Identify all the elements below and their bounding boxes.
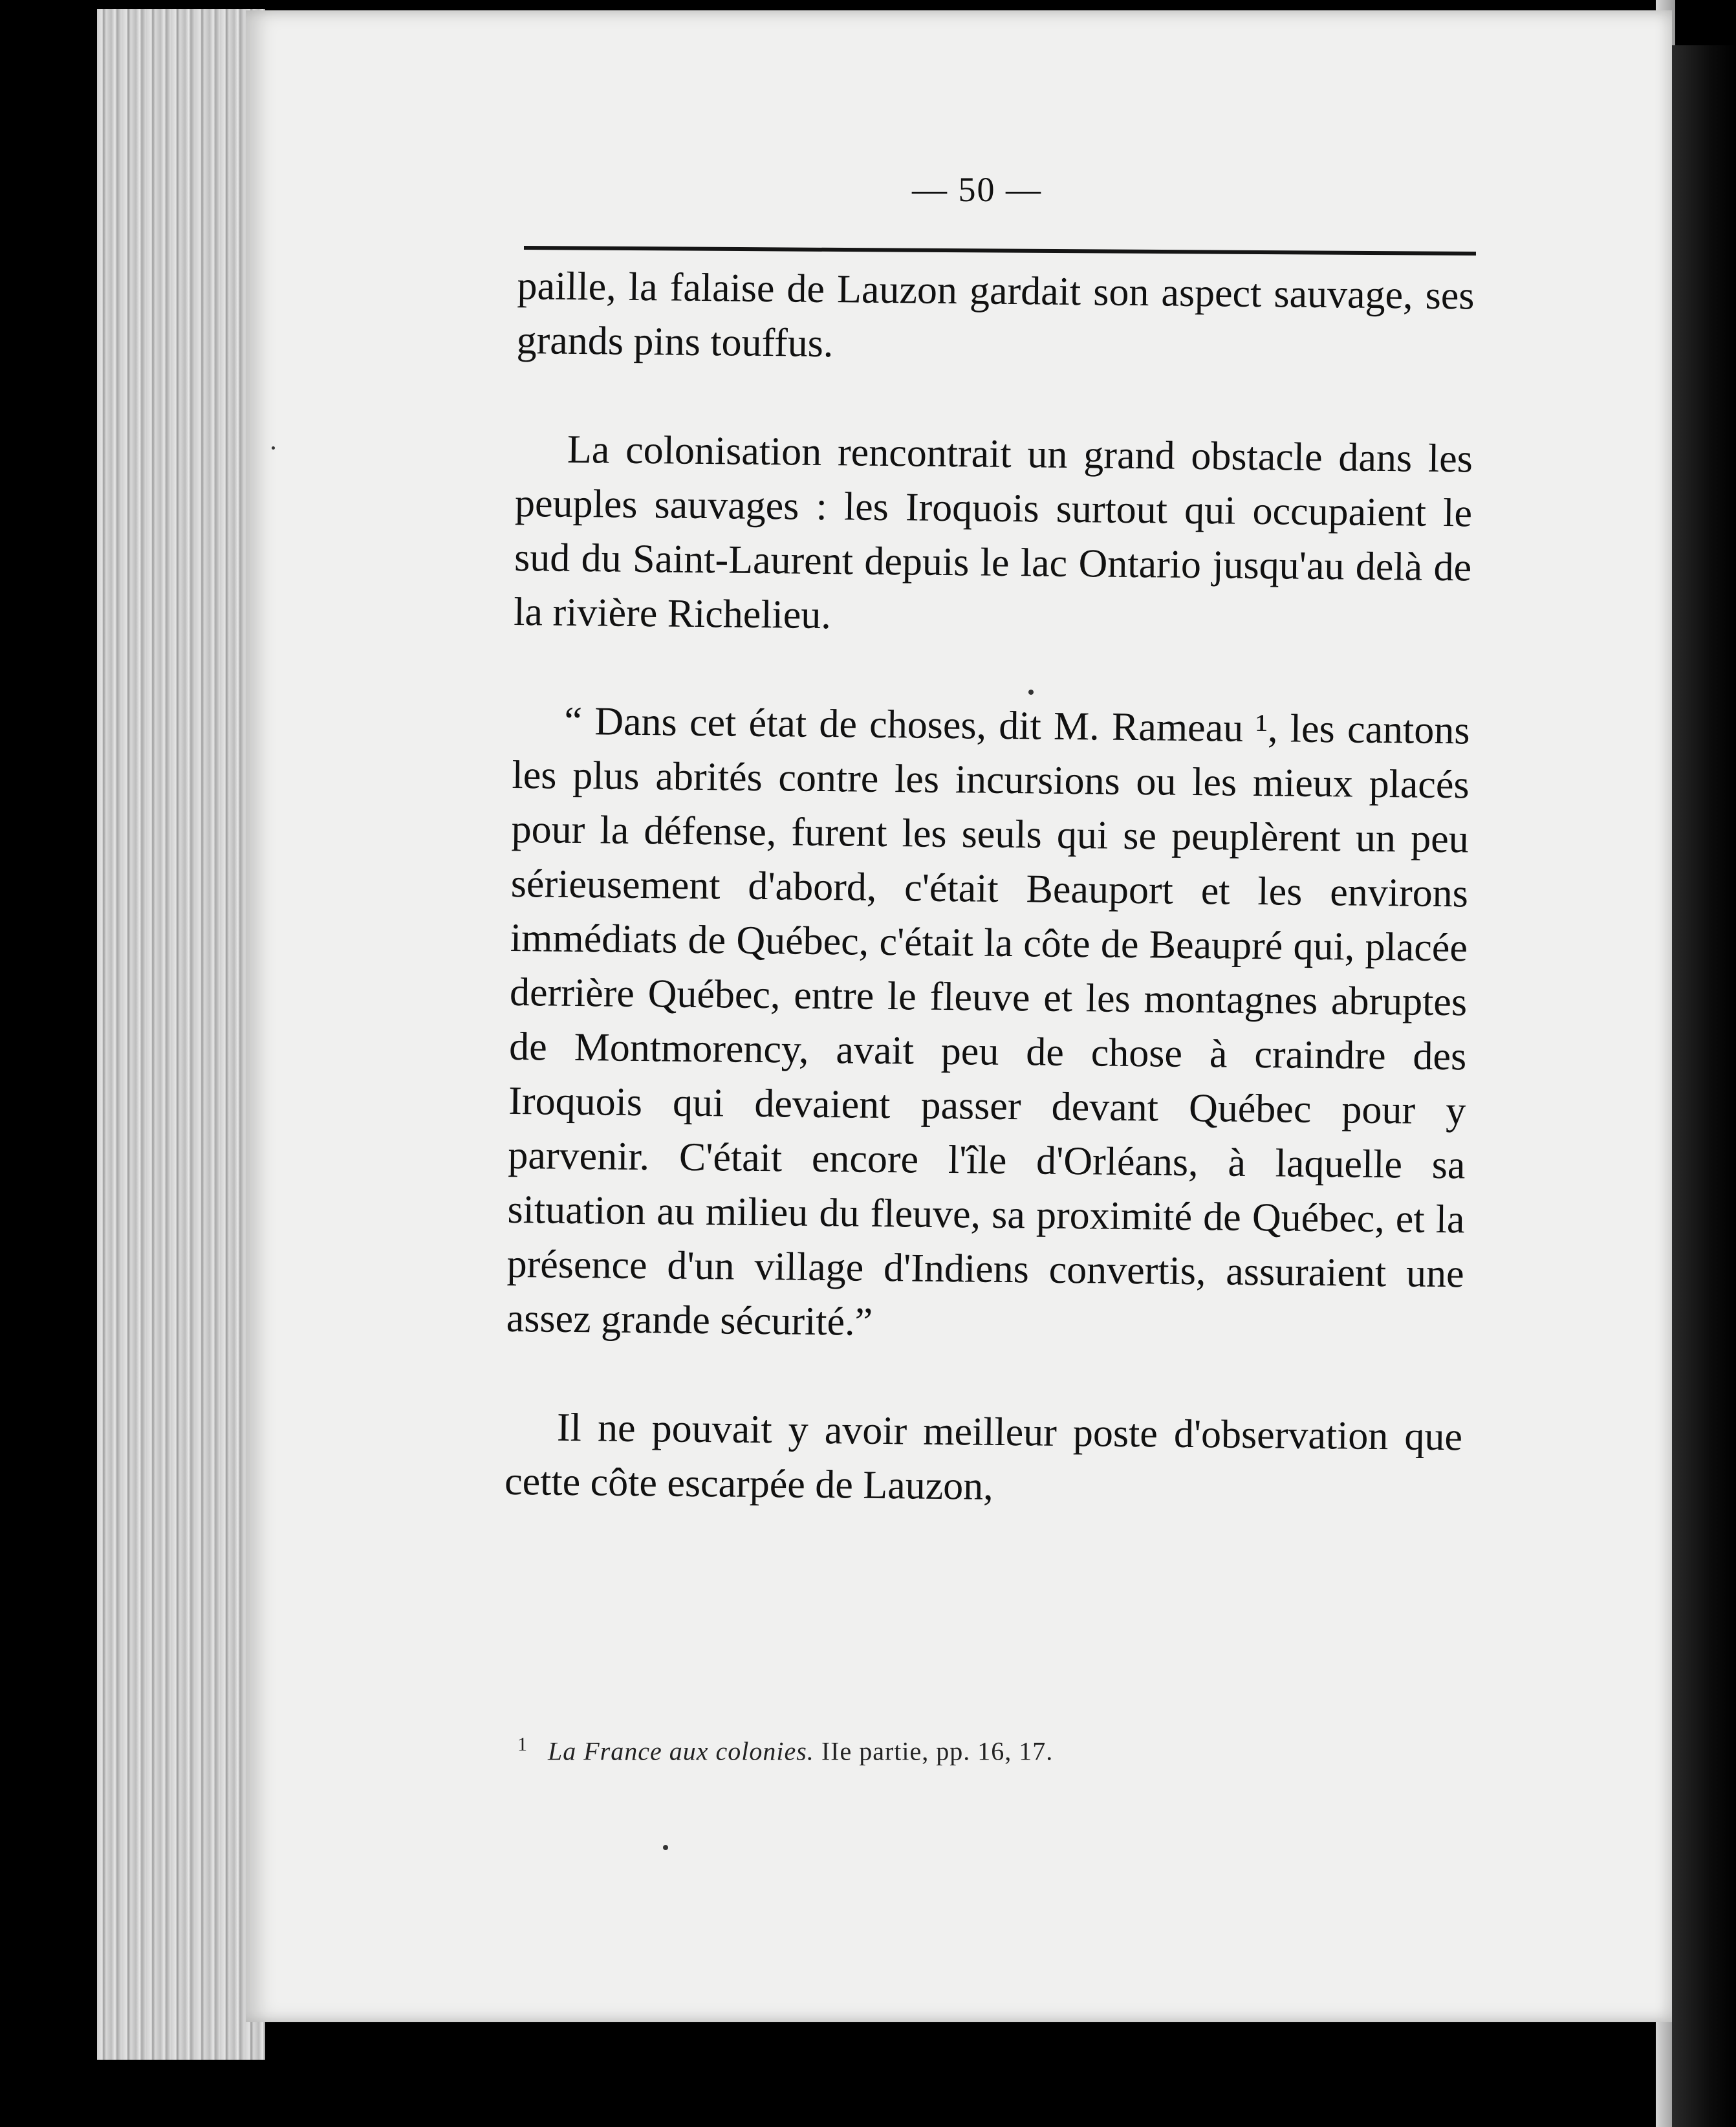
paragraph-2: La colonisation rencontrait un grand obstacle dans les peuples sauvages : les Iroquois surtout qui occupaient le sud du Saint-Laurent depuis le lac Ontario jusqu'au delà de la rivière Richelieu. bbox=[513, 427, 1473, 638]
footnote bbox=[517, 1734, 1423, 1766]
footnote-mark: 1 bbox=[517, 1734, 528, 1755]
paragraph-3-quotation: “ Dans cet état de choses, dit M. Rameau ¹, les cantons les plus abrités contre les incursions ou les mieux placés pour la défense, furent les seuls qui se peuplèrent un peu sérieusement d'abord, c'était Beauport et les environs immédiats de Québec, c'était la côte de Beaupré qui, placée derrière Québec, entre le fleuve et les montagnes abruptes de Montmorency, avait peu de chose à craindre des Iroquois qui devaient passer devant Québec pour y parvenir. C'était encore l'île d'Orléans, à laquelle sa situation au milieu du fleuve, sa proximité de Québec, et la présence d'un village d'Indiens convertis, assuraient une assez grande sécurité.” bbox=[506, 699, 1470, 1344]
page-edges bbox=[97, 9, 265, 2060]
paragraph-1: paille, la falaise de Lauzon gardait son aspect sauvage, ses grands pins touffus. bbox=[516, 263, 1475, 366]
footnote-reference: IIe partie, pp. 16, 17. bbox=[821, 1736, 1054, 1766]
body-text bbox=[505, 259, 1475, 1518]
page-number: — 50 — bbox=[912, 170, 1042, 209]
print-speck bbox=[663, 1845, 668, 1850]
print-speck bbox=[1028, 690, 1034, 695]
paragraph-4: Il ne pouvait y avoir meilleur poste d'observation que cette côte escarpée de Lauzon, bbox=[504, 1405, 1463, 1509]
print-speck bbox=[272, 446, 275, 450]
book-spine-shadow bbox=[1672, 45, 1736, 2127]
footnote-title: La France aux colonies. bbox=[548, 1736, 814, 1766]
